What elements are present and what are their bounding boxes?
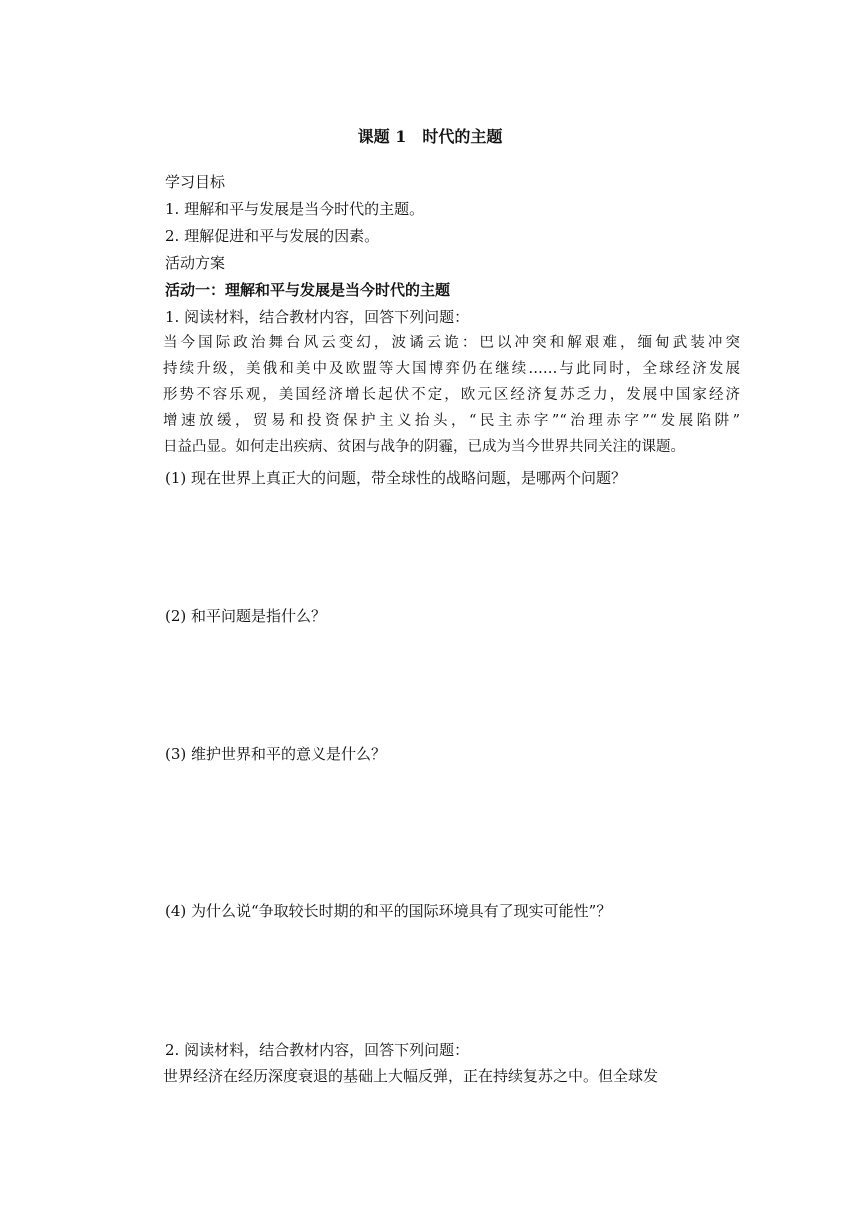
material-line: 形势不容乐观，美国经济增长起伏不定，欧元区经济复苏乏力，发展中国家经济 [163,387,740,403]
goal-item: 1. 理解和平与发展是当今时代的主题。 [165,200,425,218]
goal-item: 2. 理解促进和平与发展的因素。 [165,227,380,245]
question-1: (1) 现在世界上真正大的问题，带全球性的战略问题，是哪两个问题？ [165,469,627,487]
material2-line: 世界经济在经历深度衰退的基础上大幅反弹，正在持续复苏之中。但全球发 [163,1067,659,1085]
question-2: (2) 和平问题是指什么？ [165,607,327,625]
material-line: 日益凸显。如何走出疾病、贫困与战争的阴霾，已成为当今世界共同关注的课题。 [163,439,685,455]
activity1-heading: 活动一：理解和平与发展是当今时代的主题 [165,281,451,299]
question-3: (3) 维护世界和平的意义是什么？ [165,745,387,763]
question-4: (4) 为什么说“争取较长时期的和平的国际环境具有了现实可能性”？ [165,902,612,920]
task2-instruction: 2. 阅读材料，结合教材内容，回答下列问题： [165,1041,470,1059]
material-line: 当今国际政治舞台风云变幻，波谲云诡：巴以冲突和解艰难，缅甸武装冲突 [163,335,740,351]
material-line: 持续升级，美俄和美中及欧盟等大国博弈仍在继续……与此同时，全球经济发展 [163,361,740,377]
page-title: 课题 1 时代的主题 [357,127,503,146]
goals-heading: 学习目标 [165,173,226,191]
material-line: 增速放缓，贸易和投资保护主义抬头，“民主赤字”“治理赤字”“发展陷阱” [163,413,740,429]
plan-heading: 活动方案 [165,254,226,272]
task1-instruction: 1. 阅读材料，结合教材内容，回答下列问题： [165,308,470,326]
reading-material [163,330,740,460]
